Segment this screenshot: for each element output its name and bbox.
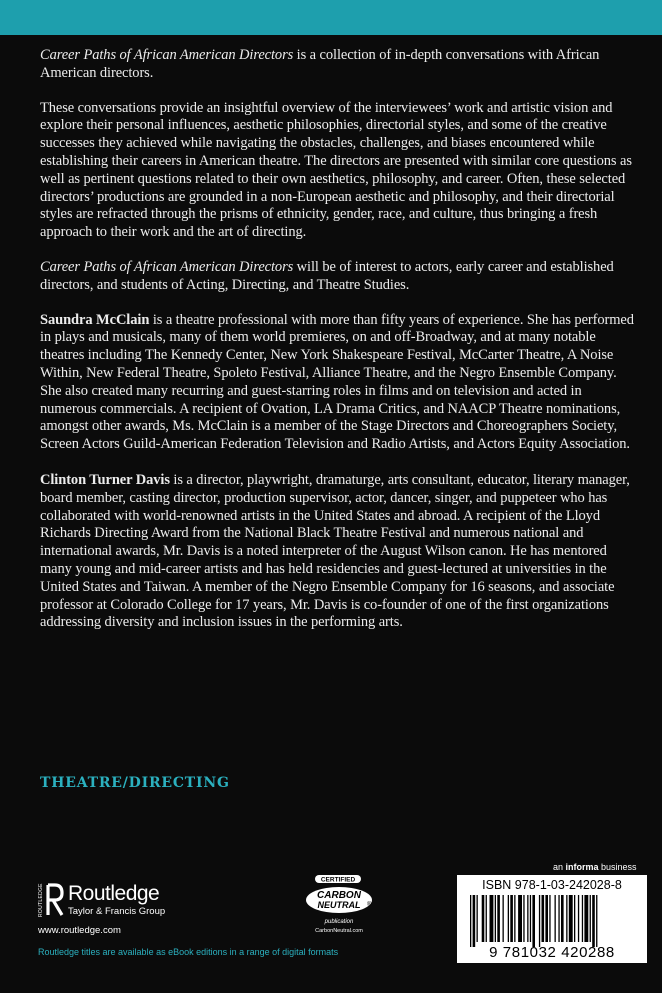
publisher-website: www.routledge.com <box>38 925 121 936</box>
author-bio-mcclain <box>40 312 640 454</box>
seal-certified: CERTIFIED <box>320 876 356 884</box>
intro-paragraph <box>40 47 640 83</box>
barcode-bar <box>549 895 550 942</box>
barcode-bar <box>539 895 540 947</box>
barcode-digits: 9 781032 420288 <box>489 944 615 961</box>
isbn-barcode-box <box>457 875 647 963</box>
informa-tagline <box>553 862 637 872</box>
barcode-bar <box>508 895 509 942</box>
barcode-icon <box>467 895 639 947</box>
barcode-bar <box>497 895 500 942</box>
barcode-bar <box>486 895 487 942</box>
seal-neutral: NEUTRAL <box>317 900 361 910</box>
barcode-bar <box>566 895 567 942</box>
publisher-name: Routledge <box>68 882 160 905</box>
barcode-bar <box>592 895 595 947</box>
book-title-repeat: Career Paths of African American Directors <box>40 258 294 275</box>
barcode-bar <box>482 895 485 942</box>
seal-publication: publication <box>324 919 354 925</box>
barcode-bar <box>582 895 583 942</box>
barcode-bar <box>473 895 476 947</box>
audience-text: will be of interest to actors, early career and established directors, and students of Acting, Directing, and Theatre Studies. <box>40 258 614 293</box>
author-bio-text: is a theatre professional with more than fifty years of experience. She has performed in plays and musicals, many of them world premieres, on and off-Broadway, and at many notable theatres including The Kennedy Center, New York Shakespeare Festival, McCarter Theatre, A Noise Within, New Federal Theatre, Spoleto Festival, Alliance Theatre, and the Negro Ensemble Company. She also created many recurring and guest-starring roles in films and on television and acted in numerous commercials. A recipient of Ovation, LA Drama Critics, and NAACP Theatre nominations, amongst other awards, Ms. McClain is a member of the Stage Directors and Choreographers Society, Screen Actors Guild-American Federation Television and Radio Artists, and Actors Equity Association. <box>40 311 634 453</box>
author-name: Saundra McClain <box>40 311 150 328</box>
description-paragraph: These conversations provide an insightful overview of the interviewees’ work and artistic vision and explore their personal influences, aesthetic philosophies, directorial styles, and some of the creative successes they achieved while navigating the obstacles, challenges, and biases encountered while establishing their careers in American theatre. The directors are presented with similar core questions as well as pertinent questions related to their own aesthetics, philosophy, and career. Often, these selected directors’ productions are grounded in a non-European aesthetic and philosophy, and their directorial styles are refracted through the prisms of ethnicity, gender, race, and culture, thus bringing a fresh approach to their work and the art of directing. <box>40 99 632 241</box>
subject-category: THEATRE/DIRECTING <box>40 775 230 791</box>
barcode-bar <box>555 895 556 942</box>
routledge-r-icon <box>38 882 64 918</box>
author-bio-text: is a director, playwright, dramaturge, arts consultant, educator, literary manager, board member, casting director, production supervisor, actor, dancer, singer, and puppeteer who has collaborated with world-renowned artists in the United States and abroad. A recipient of the Lloyd Richards Directing Award from the National Black Theatre Festival and numerous national and international awards, Mr. Davis is a noted interpreter of the August Wilson canon. He has mentored many young and mid-career artists and has held residencies and guest-lectured at universities in the United States and Taiwan. A member of the Negro Ensemble Company for 16 seasons, and associate professor at Colorado College for 17 years, Mr. Davis is co-founder of one of the first organizations addressing diversity and inclusion issues in the performing arts. <box>40 471 630 631</box>
publisher-group: Taylor & Francis Group <box>68 906 166 917</box>
barcode-bar <box>574 895 575 942</box>
barcode-bar <box>527 895 528 942</box>
top-accent-band <box>0 0 662 35</box>
ebook-note: Routledge titles are available as eBook editions in a range of digital formats <box>38 947 339 957</box>
barcode-bar <box>596 895 597 947</box>
informa-suffix: business <box>598 862 637 872</box>
barcode-bar <box>561 895 564 942</box>
book-title: Career Paths of African American Directors <box>40 47 294 63</box>
routledge-logo <box>38 882 208 918</box>
barcode-bar <box>545 895 548 942</box>
seal-registered: ® <box>367 902 372 908</box>
barcode-bar <box>495 895 496 942</box>
barcode-bar <box>532 895 535 947</box>
audience-paragraph <box>40 259 640 295</box>
barcode-bar <box>514 895 515 942</box>
barcode-bar <box>530 895 531 942</box>
barcode-bar <box>523 895 524 942</box>
barcode-bar <box>542 895 545 942</box>
barcode-bar <box>569 895 573 942</box>
barcode-bar <box>503 895 504 942</box>
barcode-bar <box>590 895 591 942</box>
barcode-bar <box>490 895 494 942</box>
author-bio-davis <box>40 472 640 632</box>
routledge-vertical-wordmark: ROUTLEDGE <box>38 883 44 917</box>
barcode-bar <box>470 895 471 947</box>
carbon-neutral-seal-icon <box>303 870 375 936</box>
back-cover-text <box>40 47 640 650</box>
informa-prefix: an <box>553 862 566 872</box>
barcode-bar <box>518 895 522 942</box>
seal-carbon: CARBON <box>317 890 361 901</box>
barcode-bar <box>558 895 559 942</box>
barcode-bar <box>510 895 513 942</box>
author-name: Clinton Turner Davis <box>40 471 170 488</box>
barcode-bar <box>477 895 478 942</box>
intro-text: is a collection of in-depth conversations with African American directors. <box>40 47 600 81</box>
barcode-bar <box>578 895 579 942</box>
informa-brand: informa <box>565 862 599 872</box>
seal-website: CarbonNeutral.com <box>315 928 363 934</box>
isbn-label: ISBN 978-1-03-242028-8 <box>482 878 622 892</box>
barcode-bar <box>584 895 588 942</box>
